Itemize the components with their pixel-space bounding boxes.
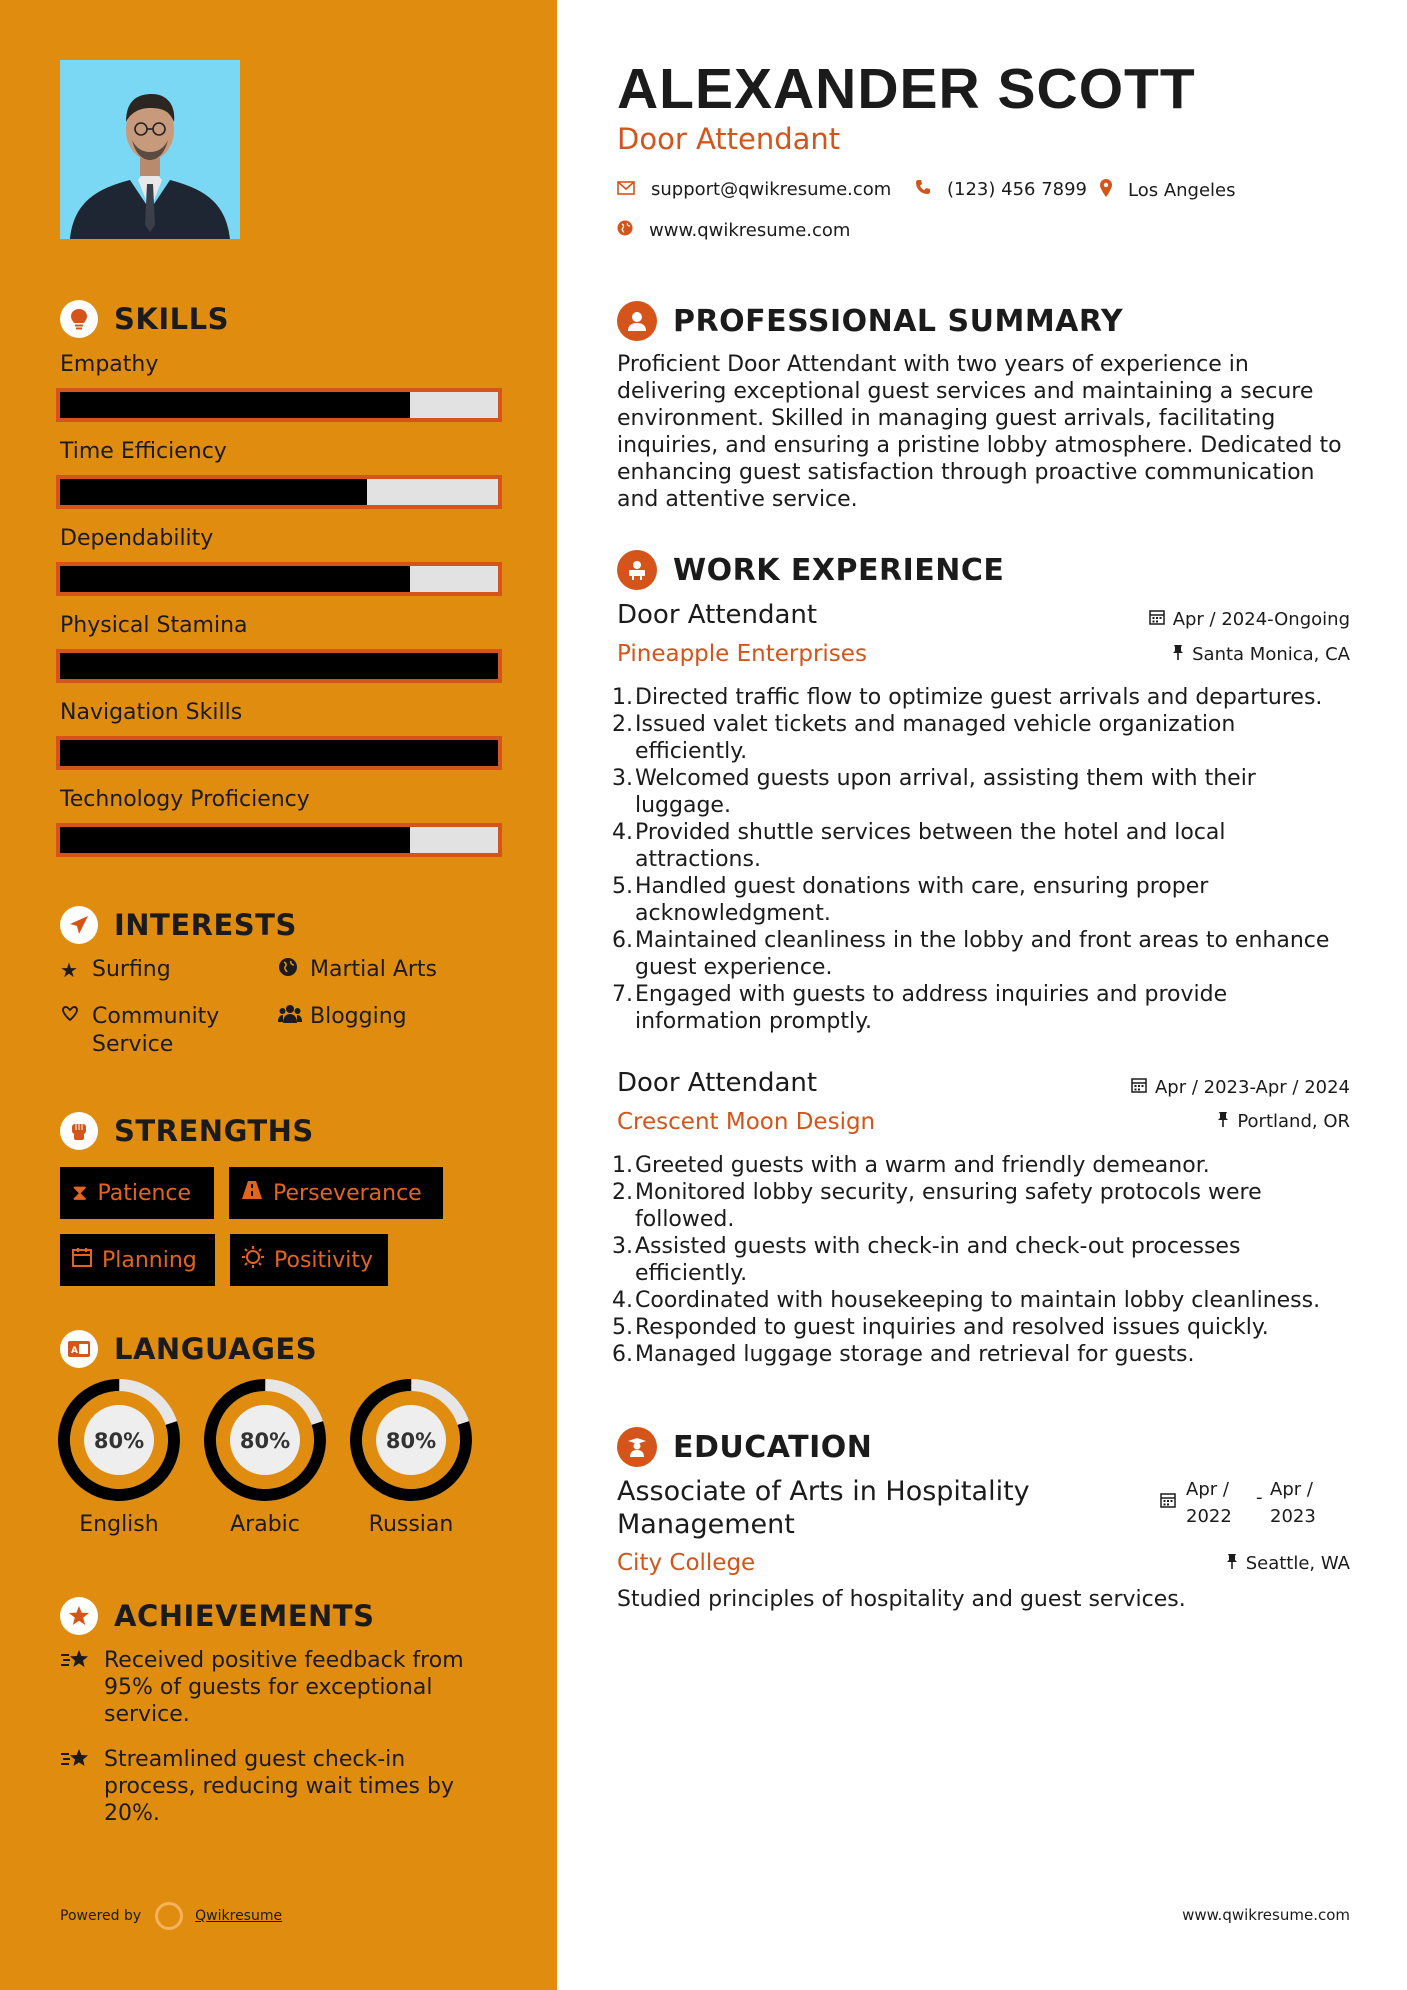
- language-percent: 80%: [385, 1429, 437, 1453]
- strength-label: Patience: [97, 1180, 192, 1206]
- skill-label: Empathy: [60, 352, 159, 377]
- strength-badge: [60, 1167, 214, 1219]
- interest-item: [60, 1003, 260, 1059]
- calendar-icon: [1131, 1077, 1147, 1098]
- language-icon: [60, 1330, 98, 1368]
- language-percent: 80%: [93, 1429, 145, 1453]
- skill-bar: [56, 649, 502, 683]
- language-item: [57, 1378, 181, 1537]
- interest-item: [278, 956, 437, 984]
- job-company: Crescent Moon Design: [617, 1109, 876, 1135]
- hand-heart-icon: [60, 1003, 82, 1031]
- education-title: EDUCATION: [673, 1429, 873, 1465]
- interest-label: Blogging: [310, 1004, 407, 1029]
- map-pin-icon: [1100, 179, 1112, 202]
- briefcase-icon: [617, 550, 657, 590]
- job-title: Door Attendant: [617, 1068, 818, 1098]
- skill-item: [60, 698, 502, 770]
- calendar-icon: [1149, 609, 1165, 630]
- job-location-text: Santa Monica, CA: [1192, 644, 1350, 665]
- experience-header: [617, 550, 1004, 590]
- language-item: [203, 1378, 327, 1537]
- education-date-separator: -: [1256, 1487, 1263, 1508]
- duty-text: Provided shuttle services between the hotel and local attractions.: [635, 820, 1226, 872]
- education-degree: Associate of Arts in Hospitality Management: [617, 1476, 1030, 1540]
- candidate-role: Door Attendant: [617, 122, 841, 156]
- paper-plane-icon: [60, 906, 98, 944]
- skill-bar: [56, 388, 502, 422]
- globe-icon: [278, 956, 300, 984]
- list-item: 2. Issued valet tickets and managed vehicle organization efficiently.: [612, 711, 1352, 765]
- pushpin-icon: [1172, 644, 1184, 665]
- star-icon: ★: [60, 958, 78, 982]
- education-dates: [1160, 1476, 1340, 1530]
- strength-badge: [230, 1234, 388, 1286]
- job-location: [1172, 644, 1350, 665]
- languages-header: [60, 1330, 317, 1368]
- language-ring: [57, 1378, 181, 1502]
- list-item: 1. Directed traffic flow to optimize guest arrivals and departures.: [612, 685, 1323, 710]
- language-name: English: [79, 1512, 159, 1537]
- job-company: Pineapple Enterprises: [617, 641, 867, 667]
- skill-bar: [56, 823, 502, 857]
- skill-label: Time Efficiency: [60, 439, 227, 464]
- language-percent: 80%: [239, 1429, 291, 1453]
- languages-title: LANGUAGES: [114, 1332, 318, 1366]
- duty-text: Greeted guests with a warm and friendly demeanor.: [635, 1153, 1210, 1178]
- list-item: 4. Coordinated with housekeeping to maintain lobby cleanliness.: [612, 1288, 1321, 1313]
- portrait-image: [60, 60, 240, 239]
- language-item: [349, 1378, 473, 1537]
- education-end: Apr / 2023: [1270, 1479, 1316, 1527]
- footer-url[interactable]: www.qwikresume.com: [1182, 1906, 1350, 1924]
- list-item: 6. Maintained cleanliness in the lobby and front areas to enhance guest experience.: [612, 927, 1352, 981]
- strength-label: Planning: [102, 1247, 197, 1273]
- skill-label: Technology Proficiency: [60, 787, 310, 812]
- contact-email[interactable]: [617, 179, 891, 200]
- job-duties-list: [612, 1152, 1352, 1368]
- qwikresume-link[interactable]: Qwikresume: [195, 1908, 283, 1924]
- education-location: [1226, 1553, 1350, 1574]
- contact-location: [1100, 179, 1236, 202]
- skill-fill: [60, 566, 410, 592]
- list-item: 5. Handled guest donations with care, ensuring proper acknowledgment.: [612, 873, 1352, 927]
- phone-text[interactable]: (123) 456 7899: [947, 179, 1088, 200]
- skill-fill: [60, 392, 410, 418]
- interest-label: Surfing: [92, 957, 171, 982]
- skill-item: [60, 437, 502, 509]
- svg-text:A: A: [71, 1346, 78, 1356]
- pushpin-icon: [1217, 1111, 1229, 1132]
- list-item: 4. Provided shuttle services between the hotel and local attractions.: [612, 819, 1352, 873]
- duty-text: Issued valet tickets and managed vehicle organization efficiently.: [635, 712, 1236, 764]
- achievement-item: [60, 1647, 500, 1728]
- education-header: [617, 1427, 872, 1467]
- list-item: 5. Responded to guest inquiries and resolved issues quickly.: [612, 1315, 1269, 1340]
- candidate-name: ALEXANDER SCOTT: [617, 57, 1196, 121]
- strength-badge: [229, 1167, 443, 1219]
- calendar-icon: [72, 1247, 92, 1273]
- lightbulb-icon: [60, 300, 98, 338]
- skill-item: [60, 524, 502, 596]
- pushpin-icon: [1226, 1553, 1238, 1574]
- job-title: Door Attendant: [617, 600, 818, 630]
- interest-item: [278, 1003, 407, 1031]
- sun-icon: [242, 1246, 264, 1274]
- email-text[interactable]: support@qwikresume.com: [651, 179, 892, 200]
- skills-header: [60, 300, 229, 338]
- duty-text: Handled guest donations with care, ensuring proper acknowledgment.: [635, 874, 1209, 926]
- job-location: [1217, 1111, 1350, 1132]
- job-dates-text: Apr / 2024-Ongoing: [1172, 609, 1350, 630]
- fist-icon: [60, 1112, 98, 1150]
- graduate-icon: [617, 1427, 657, 1467]
- list-item: 7. Engaged with guests to address inquiries and provide information promptly.: [612, 981, 1352, 1035]
- location-text: Los Angeles: [1128, 180, 1236, 201]
- language-name: Russian: [368, 1512, 454, 1537]
- skill-bar: [56, 562, 502, 596]
- skill-fill: [60, 740, 498, 766]
- language-ring: [349, 1378, 473, 1502]
- summary-header: [617, 301, 1123, 341]
- users-icon: [278, 1003, 300, 1031]
- job-location-text: Portland, OR: [1237, 1111, 1350, 1132]
- education-school: City College: [617, 1550, 756, 1576]
- contact-phone[interactable]: [915, 179, 1087, 200]
- skill-item: [60, 785, 502, 857]
- education-description: Studied principles of hospitality and guest services.: [617, 1587, 1186, 1612]
- duty-text: Engaged with guests to address inquiries and provide information promptly.: [635, 982, 1228, 1034]
- user-icon: [617, 301, 657, 341]
- powered-by: [60, 1902, 282, 1930]
- skill-fill: [60, 653, 498, 679]
- hourglass-icon: ⧗: [72, 1180, 88, 1206]
- list-item: 3. Assisted guests with check-in and check-out processes efficiently.: [612, 1233, 1352, 1287]
- experience-title: WORK EXPERIENCE: [673, 552, 1005, 588]
- strengths-title: STRENGTHS: [114, 1114, 314, 1148]
- star-badge-icon: [60, 1597, 98, 1635]
- skill-bar: [56, 736, 502, 770]
- job-duties-list: [612, 684, 1352, 1035]
- duty-text: Maintained cleanliness in the lobby and front areas to enhance guest experience.: [635, 928, 1330, 980]
- sidebar: [0, 0, 557, 1990]
- shooting-star-icon: [60, 1746, 104, 1827]
- skill-item: [60, 611, 502, 683]
- globe-icon: [617, 220, 633, 241]
- qwikresume-logo-icon: [155, 1902, 183, 1930]
- list-item: 1. Greeted guests with a warm and friendly demeanor.: [612, 1153, 1210, 1178]
- website-text[interactable]: www.qwikresume.com: [649, 220, 851, 241]
- skill-bar: [56, 475, 502, 509]
- achievements-title: ACHIEVEMENTS: [114, 1599, 375, 1633]
- achievement-text: Streamlined guest check-in process, reducing wait times by 20%.: [104, 1747, 454, 1826]
- interest-label: Martial Arts: [310, 957, 438, 982]
- profile-photo: [60, 60, 240, 239]
- job-dates-text: Apr / 2023-Apr / 2024: [1154, 1077, 1350, 1098]
- duty-text: Managed luggage storage and retrieval for guests.: [635, 1342, 1195, 1367]
- duty-text: Monitored lobby security, ensuring safety protocols were followed.: [635, 1180, 1262, 1232]
- duty-text: Coordinated with housekeeping to maintain lobby cleanliness.: [635, 1288, 1321, 1313]
- contact-website[interactable]: [617, 220, 850, 241]
- phone-icon: [915, 179, 931, 200]
- powered-by-label: Powered by: [60, 1908, 142, 1924]
- road-icon: [241, 1180, 263, 1206]
- achievements-header: [60, 1597, 374, 1635]
- strength-badge: [60, 1234, 215, 1286]
- language-name: Arabic: [230, 1512, 300, 1537]
- interest-item: [60, 956, 171, 984]
- job-dates: [1131, 1077, 1350, 1098]
- skills-title: SKILLS: [114, 302, 229, 336]
- skill-label: Navigation Skills: [60, 700, 243, 725]
- strength-label: Positivity: [274, 1247, 374, 1273]
- achievement-item: [60, 1746, 500, 1827]
- education-start: Apr / 2022: [1186, 1479, 1232, 1527]
- interests-title: INTERESTS: [114, 908, 297, 942]
- calendar-icon: [1160, 1490, 1176, 1530]
- duty-text: Welcomed guests upon arrival, assisting them with their luggage.: [635, 766, 1256, 818]
- language-ring: [203, 1378, 327, 1502]
- interest-label: Community Service: [92, 1004, 220, 1057]
- education-location-text: Seattle, WA: [1245, 1553, 1350, 1574]
- skill-fill: [60, 827, 410, 853]
- skill-item: [60, 350, 502, 422]
- list-item: 3. Welcomed guests upon arrival, assisting them with their luggage.: [612, 765, 1352, 819]
- duty-text: Assisted guests with check-in and check-out processes efficiently.: [635, 1234, 1241, 1286]
- envelope-icon: [617, 180, 635, 200]
- list-item: 2. Monitored lobby security, ensuring safety protocols were followed.: [612, 1179, 1352, 1233]
- shooting-star-icon: [60, 1647, 104, 1728]
- duty-text: Responded to guest inquiries and resolved issues quickly.: [635, 1315, 1269, 1340]
- summary-title: PROFESSIONAL SUMMARY: [673, 303, 1124, 339]
- achievement-text: Received positive feedback from 95% of guests for exceptional service.: [104, 1648, 464, 1727]
- duty-text: Directed traffic flow to optimize guest arrivals and departures.: [635, 685, 1323, 710]
- strength-label: Perseverance: [273, 1180, 422, 1206]
- summary-text: Proficient Door Attendant with two years of experience in delivering exceptional guest services and maintaining a secure environment. Skilled in managing guest arrivals, facilitating inquiries, and ensuring a pristine lobby atmosphere. Dedicated to enhancing guest satisfaction through proactive communication and attentive service.: [617, 352, 1342, 512]
- list-item: 6. Managed luggage storage and retrieval for guests.: [612, 1342, 1195, 1367]
- skill-fill: [60, 479, 367, 505]
- skill-label: Dependability: [60, 526, 214, 551]
- job-dates: [1149, 609, 1350, 630]
- interests-header: [60, 906, 297, 944]
- strengths-header: [60, 1112, 314, 1150]
- skill-label: Physical Stamina: [60, 613, 248, 638]
